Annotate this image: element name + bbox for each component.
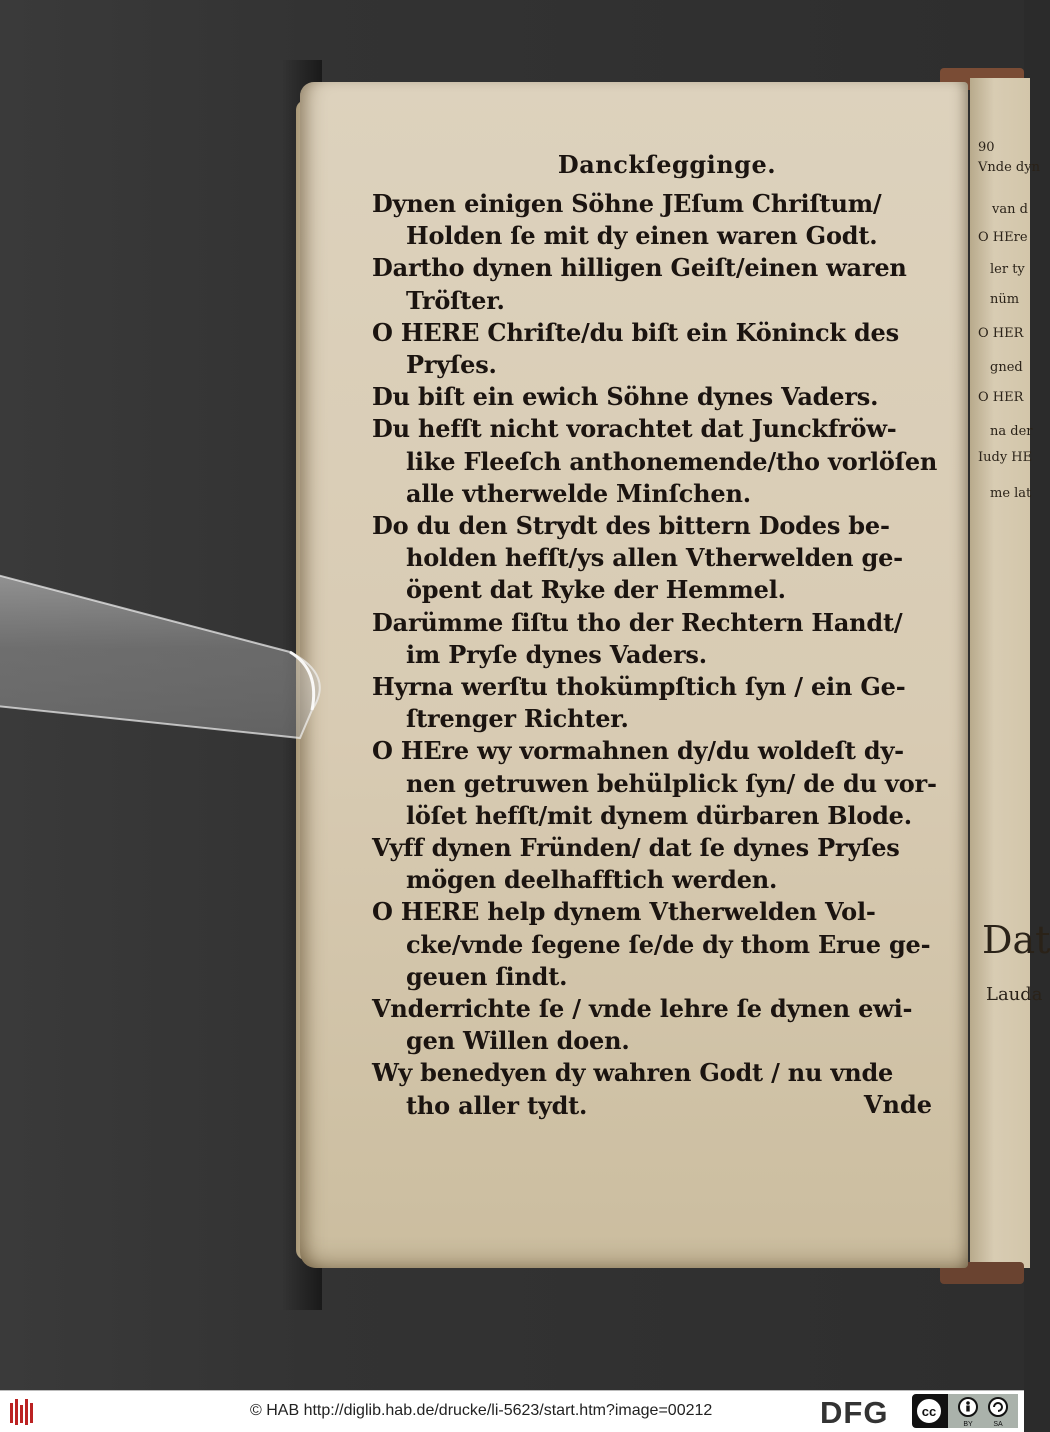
text-lines xyxy=(372,188,938,1122)
facing-line: na der xyxy=(990,424,1033,439)
text-line: Du biſt ein ewich Söhne dynes Vaders. xyxy=(372,382,879,412)
cc-sa-label: SA xyxy=(993,1421,1003,1428)
facing-line: van d xyxy=(992,202,1028,217)
text-line: geuen ſindt. xyxy=(406,961,568,991)
text-line: Holden ſe mit dy einen waren Godt. xyxy=(406,221,878,251)
facing-line: Lauda xyxy=(986,984,1043,1005)
text-line: alle vtherwelde Minſchen. xyxy=(406,478,751,508)
facing-line: me lat xyxy=(990,486,1032,501)
facing-line: O HEre xyxy=(978,230,1028,245)
text-line: im Pryſe dynes Vaders. xyxy=(406,639,707,669)
text-line: ſtrenger Richter. xyxy=(406,704,629,734)
facing-line: Vnde dyn xyxy=(978,160,1040,175)
text-line: O HEre wy vormahnen dy/du woldeſt dy- xyxy=(372,736,904,766)
text-line: Dartho dynen hilligen Geiſt/einen waren xyxy=(372,253,907,283)
spatula-tool xyxy=(0,560,340,760)
text-line: nen getruwen behülplick ſyn/ de du vor- xyxy=(406,768,937,798)
text-line: holden hefſt/ys allen Vtherwelden ge- xyxy=(406,543,903,573)
cc-by-sa-icon xyxy=(912,1394,1018,1428)
text-line: Do du den Strydt des bittern Dodes be- xyxy=(372,511,890,541)
text-line: tho aller tydt. xyxy=(406,1090,588,1120)
text-line: Vyff dynen Fründen/ dat ſe dynes Pryſes xyxy=(372,833,900,863)
text-line: mögen deelhafftich werden. xyxy=(406,865,778,895)
facing-line: ler ty xyxy=(990,262,1025,277)
catchword: Vnde xyxy=(863,1090,932,1119)
text-line: gen Willen doen. xyxy=(406,1026,630,1056)
footer-bar xyxy=(0,1390,1024,1432)
cc-by-label: BY xyxy=(963,1421,973,1428)
cc-license-badge[interactable] xyxy=(912,1394,1018,1428)
facing-page xyxy=(970,78,1050,1268)
text-line: O HERE Chriſte/du biſt ein Köninck des xyxy=(372,317,899,347)
text-line: Wy benedyen dy wahren Godt / nu vnde xyxy=(372,1058,894,1088)
facing-line: Dat xyxy=(982,918,1050,962)
facing-line: 90 xyxy=(978,140,995,155)
facing-line: Iudy HE xyxy=(978,450,1033,465)
text-line: öpent dat Ryke der Hemmel. xyxy=(406,575,786,605)
facing-line: gned xyxy=(990,360,1023,375)
running-head: Danckſegginge. xyxy=(557,150,777,179)
text-line: löſet hefſt/mit dynem dürbaren Blode. xyxy=(406,800,912,830)
text-line: O HERE help dynem Vtherwelden Vol- xyxy=(372,897,876,927)
text-line: Du hefſt nicht vorachtet dat Junckfröw- xyxy=(372,414,897,444)
facing-line: nüm xyxy=(990,292,1020,307)
text-line: Tröſter. xyxy=(406,285,505,315)
dfg-logo: DFG xyxy=(820,1395,889,1430)
facing-line: O HER xyxy=(978,326,1024,341)
citation-link[interactable]: © HAB http://diglib.hab.de/drucke/li-5623/start.htm?image=00212 xyxy=(250,1402,713,1419)
text-line: Dynen einigen Söhne JEſum Chriſtum/ xyxy=(372,189,882,218)
hab-logo-icon xyxy=(8,1397,38,1427)
text-line: Hyrna werſtu thokümpſtich ſyn / ein Ge- xyxy=(372,672,906,702)
cc-label: cc xyxy=(921,1404,937,1419)
text-line: cke/vnde ſegene ſe/de dy thom Erue ge- xyxy=(406,929,931,959)
text-line: Darümme ſiſtu tho der Rechtern Handt/ xyxy=(372,607,903,637)
text-line: Pryſes. xyxy=(406,350,497,380)
page-text xyxy=(372,148,938,1122)
text-line: Vnderrichte ſe / vnde lehre ſe dynen ewi- xyxy=(372,994,913,1024)
facing-line: O HER xyxy=(978,390,1024,405)
text-line: like Fleeſch anthonemende/tho vorlöſen xyxy=(406,446,938,476)
